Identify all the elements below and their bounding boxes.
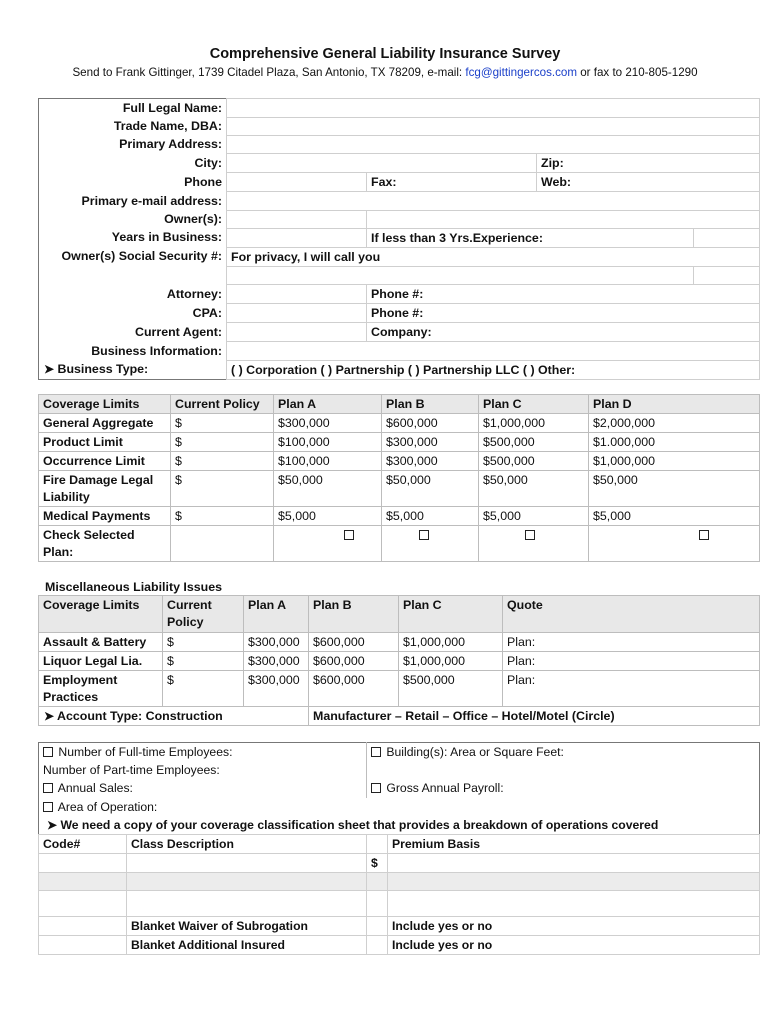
- code-field[interactable]: [39, 917, 127, 936]
- arrow-bullet-icon: ➤: [44, 362, 55, 377]
- class-description-field[interactable]: [127, 854, 367, 873]
- plan-c-value: $500,000: [479, 452, 589, 471]
- label-account-type: Account Type: Construction: [57, 709, 223, 723]
- include-additional-field[interactable]: Include yes or no: [388, 936, 760, 955]
- fax-field[interactable]: [367, 173, 537, 192]
- plan-c-value: $1,000,000: [479, 414, 589, 433]
- owners-field-1[interactable]: [227, 210, 367, 228]
- business-type-options: ( ) Corporation ( ) Partnership ( ) Partnership LLC ( ) Other:: [231, 362, 576, 377]
- misc-liability-table: [38, 595, 760, 726]
- subtitle-fax: or fax to 210-805-1290: [577, 66, 698, 79]
- code-field[interactable]: [39, 936, 127, 955]
- premium-basis-field[interactable]: [388, 854, 760, 873]
- plan-d-value: $1.000,000: [589, 433, 760, 452]
- current-policy-field[interactable]: $: [163, 652, 244, 671]
- cpa-field[interactable]: [227, 304, 367, 323]
- plan-c-checkbox[interactable]: [525, 530, 535, 540]
- plan-c-checkbox-cell: [479, 526, 589, 562]
- current-policy-field[interactable]: $: [171, 452, 274, 471]
- trade-name-field[interactable]: [227, 117, 760, 135]
- header-plan-b: Plan B: [382, 395, 479, 414]
- header-plan-a: Plan A: [274, 395, 382, 414]
- header-quote: Quote: [503, 596, 760, 633]
- label-area-operation: Area of Operation:: [57, 799, 158, 814]
- row-label-line-2: Practices: [43, 690, 99, 704]
- business-type-label: [39, 360, 227, 379]
- label-cpa: CPA:: [192, 305, 222, 320]
- plan-d-value: $5,000: [589, 507, 760, 526]
- plan-c-value: $500,000: [399, 671, 503, 707]
- header-current-policy: Current Policy: [171, 395, 274, 414]
- gross-payroll-field[interactable]: [367, 779, 760, 797]
- table-row: [39, 652, 760, 671]
- account-type-options[interactable]: Manufacturer – Retail – Office – Hotel/Motel (Circle): [309, 707, 760, 726]
- plan-d-value: $1,000,000: [589, 452, 760, 471]
- arrow-bullet-icon: ➤: [47, 818, 58, 833]
- header-current-policy: [163, 596, 244, 633]
- plan-a-checkbox-cell: [274, 526, 382, 562]
- label-cpa-phone: Phone #:: [371, 306, 424, 321]
- label-full-legal-name: Full Legal Name:: [122, 101, 222, 115]
- spacer-label: [39, 266, 227, 284]
- header-coverage-limits: Coverage Limits: [39, 596, 163, 633]
- plan-a-value: $50,000: [274, 471, 382, 507]
- zip-field[interactable]: [537, 154, 760, 173]
- plan-b-value: $600,000: [309, 633, 399, 652]
- row-label: Occurrence Limit: [39, 452, 171, 471]
- current-policy-field[interactable]: $: [171, 471, 274, 507]
- subtitle-address: Send to Frank Gittinger, 1739 Citadel Plaza, San Antonio, TX 78209, e-mail:: [72, 66, 466, 79]
- applicant-info-table: [38, 98, 760, 380]
- owners-field-2[interactable]: [367, 210, 760, 228]
- plan-c-value: $50,000: [479, 471, 589, 507]
- plan-a-value: $300,000: [244, 652, 309, 671]
- label-business-info: Business Information:: [91, 343, 222, 358]
- current-policy-field[interactable]: $: [163, 671, 244, 707]
- building-area-field[interactable]: [367, 743, 760, 762]
- parttime-employees-field[interactable]: [39, 761, 367, 779]
- header-dollar-cell: [367, 835, 388, 854]
- plan-d-value: $50,000: [589, 471, 760, 507]
- current-policy-field[interactable]: $: [171, 414, 274, 433]
- current-policy-field[interactable]: $: [171, 433, 274, 452]
- premium-basis-field[interactable]: [388, 873, 760, 891]
- header-code: Code#: [39, 835, 127, 854]
- code-field[interactable]: [39, 873, 127, 891]
- blanket-additional-label: Blanket Additional Insured: [127, 936, 367, 955]
- header-current-line-2: Policy: [167, 615, 204, 629]
- area-operation-checkbox[interactable]: [43, 802, 53, 812]
- business-type-field[interactable]: [227, 360, 760, 379]
- plan-c-value: $1,000,000: [399, 633, 503, 652]
- header-plan-c: Plan C: [399, 596, 503, 633]
- ssn-value: For privacy, I will call you: [231, 249, 381, 264]
- plan-c-value: $1,000,000: [399, 652, 503, 671]
- label-owners: Owner(s):: [164, 212, 222, 227]
- check-label-line-1: Check Selected: [43, 528, 135, 542]
- label-primary-address: Primary Address:: [119, 137, 222, 152]
- plan-a-value: $100,000: [274, 452, 382, 471]
- coverage-plans-table: [38, 394, 760, 562]
- label-parttime: Number of Part-time Employees:: [43, 763, 220, 777]
- check-label-line-2: Plan:: [43, 545, 74, 559]
- label-years: Years in Business:: [111, 230, 222, 245]
- header-plan-c: Plan C: [479, 395, 589, 414]
- header-current-line-1: Current: [167, 598, 212, 612]
- label-fax: Fax:: [371, 175, 397, 190]
- row-label-line-1: Fire Damage Legal: [43, 473, 154, 487]
- code-field[interactable]: [39, 891, 127, 917]
- label-email: Primary e-mail address:: [81, 193, 222, 208]
- plan-a-value: $300,000: [244, 633, 309, 652]
- class-description-field[interactable]: [127, 891, 367, 917]
- plan-b-value: $600,000: [309, 652, 399, 671]
- city-field[interactable]: [227, 154, 537, 173]
- check-plan-row: [39, 526, 760, 562]
- table-row: [39, 471, 760, 507]
- label-attorney-phone: Phone #:: [371, 287, 424, 302]
- plan-b-value: $600,000: [382, 414, 479, 433]
- table-row: [39, 414, 760, 433]
- payroll-checkbox[interactable]: [371, 783, 381, 793]
- plan-c-value: $5,000: [479, 507, 589, 526]
- table-row: [39, 507, 760, 526]
- code-field[interactable]: [39, 854, 127, 873]
- ssn-field[interactable]: [227, 247, 760, 266]
- label-fulltime: Number of Full-time Employees:: [58, 745, 233, 759]
- arrow-bullet-icon: ➤: [44, 709, 55, 723]
- plan-c-value: $500,000: [479, 433, 589, 452]
- cpa-phone-field[interactable]: [367, 304, 760, 323]
- blanket-waiver-label: Blanket Waiver of Subrogation: [127, 917, 367, 936]
- attorney-field[interactable]: [227, 285, 367, 304]
- copy-request-note: [39, 816, 760, 835]
- area-operation-field[interactable]: [39, 798, 760, 816]
- header-class-description: Class Description: [127, 835, 367, 854]
- label-web: Web:: [541, 175, 572, 190]
- misc-header-row: [39, 596, 760, 633]
- label-annual-sales: Annual Sales:: [57, 781, 133, 796]
- business-info-field[interactable]: [227, 342, 760, 360]
- current-policy-check-cell: [171, 526, 274, 562]
- quote-field[interactable]: Plan:: [503, 652, 760, 671]
- row-label: Medical Payments: [39, 507, 171, 526]
- row-label: General Aggregate: [39, 414, 171, 433]
- include-waiver-field[interactable]: Include yes or no: [388, 917, 760, 936]
- misc-liability-heading: Miscellaneous Liability Issues: [45, 580, 222, 594]
- plan-a-value: $5,000: [274, 507, 382, 526]
- table-row: [39, 452, 760, 471]
- row-label-line-1: Employment: [43, 673, 118, 687]
- dollar-sign: $: [367, 854, 388, 873]
- plan-a-value: $300,000: [244, 671, 309, 707]
- dollar-cell: [367, 873, 388, 891]
- row-label: Assault & Battery: [39, 633, 163, 652]
- plan-d-value: $2,000,000: [589, 414, 760, 433]
- plan-d-checkbox-cell: [589, 526, 760, 562]
- phone-field[interactable]: [227, 173, 367, 192]
- attorney-phone-field[interactable]: [367, 285, 760, 304]
- label-attorney: Attorney:: [166, 286, 222, 301]
- plan-b-checkbox-cell: [382, 526, 479, 562]
- row-label: Liquor Legal Lia.: [39, 652, 163, 671]
- plan-b-value: $600,000: [309, 671, 399, 707]
- row-label: Product Limit: [39, 433, 171, 452]
- class-description-field[interactable]: [127, 873, 367, 891]
- page-subtitle: [0, 66, 770, 79]
- row-label-line-2: Liability: [43, 490, 90, 504]
- label-building: Building(s): Area or Square Feet:: [386, 745, 564, 759]
- check-selected-label: [39, 526, 171, 562]
- experience-field[interactable]: [367, 228, 694, 247]
- plan-b-value: $50,000: [382, 471, 479, 507]
- company-field[interactable]: [367, 323, 760, 342]
- fulltime-employees-field[interactable]: [39, 743, 367, 762]
- fulltime-checkbox[interactable]: [43, 747, 53, 757]
- coverage-header-row: [39, 395, 760, 414]
- ssn-extra-field[interactable]: [227, 266, 694, 284]
- quote-field[interactable]: Plan:: [503, 633, 760, 652]
- parttime-right-cell: [367, 761, 760, 779]
- label-zip: Zip:: [541, 156, 564, 171]
- label-less-than-3: If less than 3 Yrs.Experience:: [371, 230, 543, 245]
- label-company: Company:: [371, 325, 432, 340]
- ssn-extra-field-2[interactable]: [694, 266, 760, 284]
- table-row: [39, 433, 760, 452]
- primary-address-field[interactable]: [227, 135, 760, 153]
- dollar-cell: [367, 917, 388, 936]
- account-type-row: [39, 707, 760, 726]
- current-policy-field[interactable]: $: [171, 507, 274, 526]
- plan-d-checkbox[interactable]: [699, 530, 709, 540]
- current-agent-field[interactable]: [227, 323, 367, 342]
- plan-b-value: $300,000: [382, 452, 479, 471]
- header-plan-b: Plan B: [309, 596, 399, 633]
- annual-sales-checkbox[interactable]: [43, 783, 53, 793]
- plan-b-value: $300,000: [382, 433, 479, 452]
- current-policy-field[interactable]: $: [163, 633, 244, 652]
- header-plan-a: Plan A: [244, 596, 309, 633]
- row-label: [39, 671, 163, 707]
- quote-field[interactable]: Plan:: [503, 671, 760, 707]
- plan-b-value: $5,000: [382, 507, 479, 526]
- annual-sales-field[interactable]: [39, 779, 367, 797]
- plan-a-value: $300,000: [274, 414, 382, 433]
- table-row: [39, 671, 760, 707]
- account-type-label: [39, 707, 309, 726]
- label-current-agent: Current Agent:: [135, 324, 222, 339]
- building-checkbox[interactable]: [371, 747, 381, 757]
- experience-extra-field[interactable]: [694, 228, 760, 247]
- plan-a-value: $100,000: [274, 433, 382, 452]
- row-label: [39, 471, 171, 507]
- copy-request-text: We need a copy of your coverage classification sheet that provides a breakdown of operations covered: [60, 818, 659, 833]
- web-field[interactable]: [537, 173, 760, 192]
- dollar-cell: [367, 936, 388, 955]
- header-plan-d: Plan D: [589, 395, 760, 414]
- page-title: Comprehensive General Liability Insurance Survey: [209, 46, 561, 62]
- header-premium-basis: Premium Basis: [388, 835, 760, 854]
- dollar-cell: [367, 891, 388, 917]
- label-business-type: Business Type:: [57, 362, 149, 377]
- email-field[interactable]: [227, 192, 760, 210]
- full-legal-name-field[interactable]: [227, 99, 760, 118]
- label-payroll: Gross Annual Payroll:: [386, 781, 504, 796]
- table-row: [39, 633, 760, 652]
- plan-a-checkbox[interactable]: [344, 530, 354, 540]
- label-city: City:: [194, 155, 222, 170]
- plan-b-checkbox[interactable]: [419, 530, 429, 540]
- years-field[interactable]: [227, 228, 367, 247]
- label-trade-name: Trade Name, DBA:: [113, 119, 222, 133]
- label-ssn: Owner(s) Social Security #:: [61, 249, 222, 264]
- label-phone: Phone: [184, 174, 222, 189]
- header-coverage-limits: Coverage Limits: [39, 395, 171, 414]
- business-details-table: [38, 742, 760, 955]
- premium-basis-field[interactable]: [388, 891, 760, 917]
- email-link[interactable]: fcg@gittingercos.com: [465, 66, 578, 79]
